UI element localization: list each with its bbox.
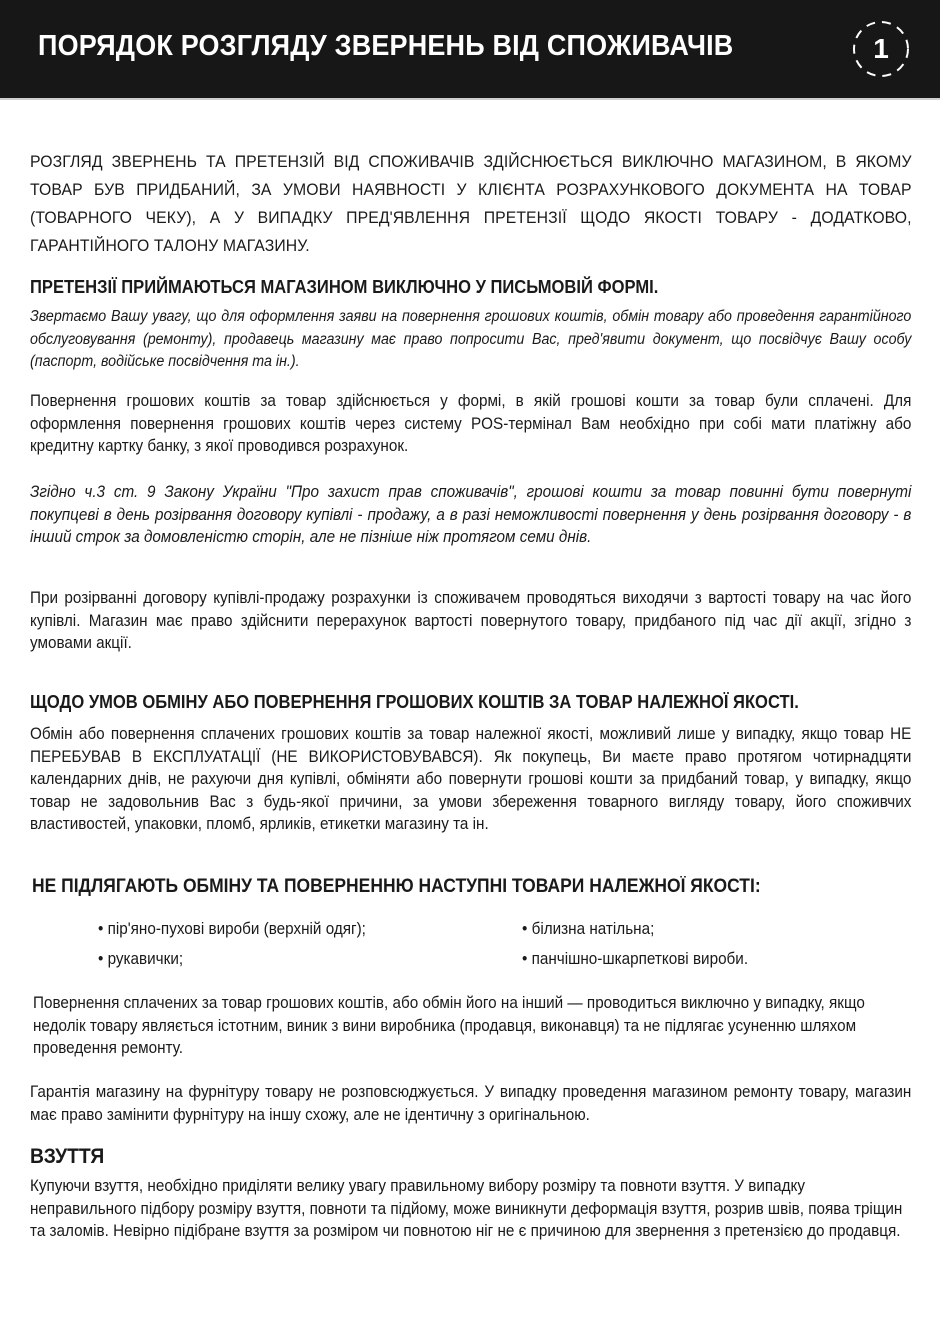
page-number-badge [852, 20, 910, 78]
intro-paragraph: РОЗГЛЯД ЗВЕРНЕНЬ ТА ПРЕТЕНЗІЙ ВІД СПОЖИВАЧІВ ЗДІЙСНЮЄТЬСЯ ВИКЛЮЧНО МАГАЗИНОМ, В ЯКОМУ ТОВАР БУВ ПРИДБАНИЙ, ЗА УМОВИ НАЯВНОСТІ У КЛІЄНТА РОЗРАХУНКОВОГО ДОКУМЕНТА НА ТОВАР (ТОВАРНОГО ЧЕКУ), А У ВИПАДКУ ПРЕД'ЯВЛЕННЯ ПРЕТЕНЗІЇ ЩОДО ЯКОСТІ ТОВАРУ - ДОДАТКОВО, ГАРАНТІЙНОГО ТАЛОНУ МАГАЗИНУ. [30, 152, 912, 255]
list-item: • білизна натільна; [522, 919, 655, 938]
section-heading-shoes: ВЗУТТЯ [30, 1145, 105, 1168]
section-heading-exchange: ЩОДО УМОВ ОБМІНУ АБО ПОВЕРНЕННЯ ГРОШОВИХ КОШТІВ ЗА ТОВАР НАЛЕЖНОЇ ЯКОСТІ. [30, 692, 799, 712]
contract-cancel-paragraph: При розірванні договору купівлі-продажу розрахунки із споживачем проводяться виходячи з вартості товару на час його купівлі. Магазин має право здійснити перерахунок вартості повернутого товару, придбаного під час дії акції, згідно з умовами акції. [30, 588, 912, 652]
excluded-goods-column-right [522, 914, 748, 974]
exchange-paragraph: Обмін або повернення сплачених грошових коштів за товар належної якості, можливий лише у випадку, якщо товар НЕ ПЕРЕБУВАВ В ЕКСПЛУАТАЦІЇ (НЕ ВИКОРИСТОВУВАВСЯ). Як покупець, Ви маєте право протягом чотирнадцяти календарних днів, не рахуючи дня купівлі, обміняти або повернути грошові кошти за придбаний товар, у випадку, якщо товар не задовольнив Вас з будь-якої причини, за умови збереження товарного вигляду товару, його споживчих властивостей, упаковки, пломб, ярликів, етикетки магазину та ін. [30, 724, 912, 833]
list-item: • рукавички; [98, 949, 184, 968]
section-heading-written-claims: ПРЕТЕНЗІЇ ПРИЙМАЮТЬСЯ МАГАЗИНОМ ВИКЛЮЧНО У ПИСЬМОВІЙ ФОРМІ. [30, 277, 659, 297]
page-title: ПОРЯДОК РОЗГЛЯДУ ЗВЕРНЕНЬ ВІД СПОЖИВАЧІВ [38, 30, 734, 62]
shoes-paragraph: Купуючи взуття, необхідно приділяти велику увагу правильному вибору розміру та повноти взуття. У випадку неправильного підбору розміру взуття, повноти та підйому, може виникнути деформація взуття, розрив швів, поява тріщин та заломів. Невірно підібране взуття за розміром чи повнотою ніг не є причиною для звернення з претензією до продавця. [30, 1176, 903, 1240]
defect-paragraph: Повернення сплачених за товар грошових коштів, або обмін його на інший — проводиться виключно у випадку, якщо недолік товару являється істотним, виник з вини виробника (продавця, виконавця) та не підлягає усуненню шляхом проведення ремонту. [33, 993, 865, 1057]
page-number: 1 [873, 33, 889, 64]
identity-note-paragraph: Звертаємо Вашу увагу, що для оформлення заяви на повернення грошових коштів, обмін товару або проведення гарантійного обслуговування (ремонту), продавець магазину має право попросити Вас, пред'явити документ, що посвідчує Вашу особу (паспорт, водійське посвідчення та ін.). [30, 308, 912, 370]
list-item: • пір'яно-пухові вироби (верхній одяг); [98, 919, 366, 938]
list-item: • панчішно-шкарпеткові вироби. [522, 949, 749, 968]
law-paragraph: Згідно ч.3 ст. 9 Закону України "Про захист прав споживачів", грошові кошти за товар повинні бути повернуті покупцеві в день розірвання договору купівлі - продажу, а в разі неможливості повернення у день розірвання договору - в інший строк за домовленістю сторін, але не пізніше ніж протягом семи днів. [30, 482, 912, 546]
page-header [0, 0, 940, 100]
excluded-goods-column-left [98, 914, 366, 974]
refund-paragraph: Повернення грошових коштів за товар здійснюється у формі, в якій грошові кошти за товар були сплачені. Для оформлення повернення грошових коштів через систему POS-термінал Вам необхідно при собі мати платіжну або кредитну картку банку, з якої проводився розрахунок. [30, 391, 912, 455]
section-heading-excluded-goods: НЕ ПІДЛЯГАЮТЬ ОБМІНУ ТА ПОВЕРНЕННЮ НАСТУПНІ ТОВАРИ НАЛЕЖНОЇ ЯКОСТІ: [32, 876, 761, 897]
warranty-paragraph: Гарантія магазину на фурнітуру товару не розповсюджується. У випадку проведення магазином ремонту товару, магазин має право замінити фурнітуру на іншу схожу, але не ідентичну з оригінальною. [30, 1082, 912, 1124]
